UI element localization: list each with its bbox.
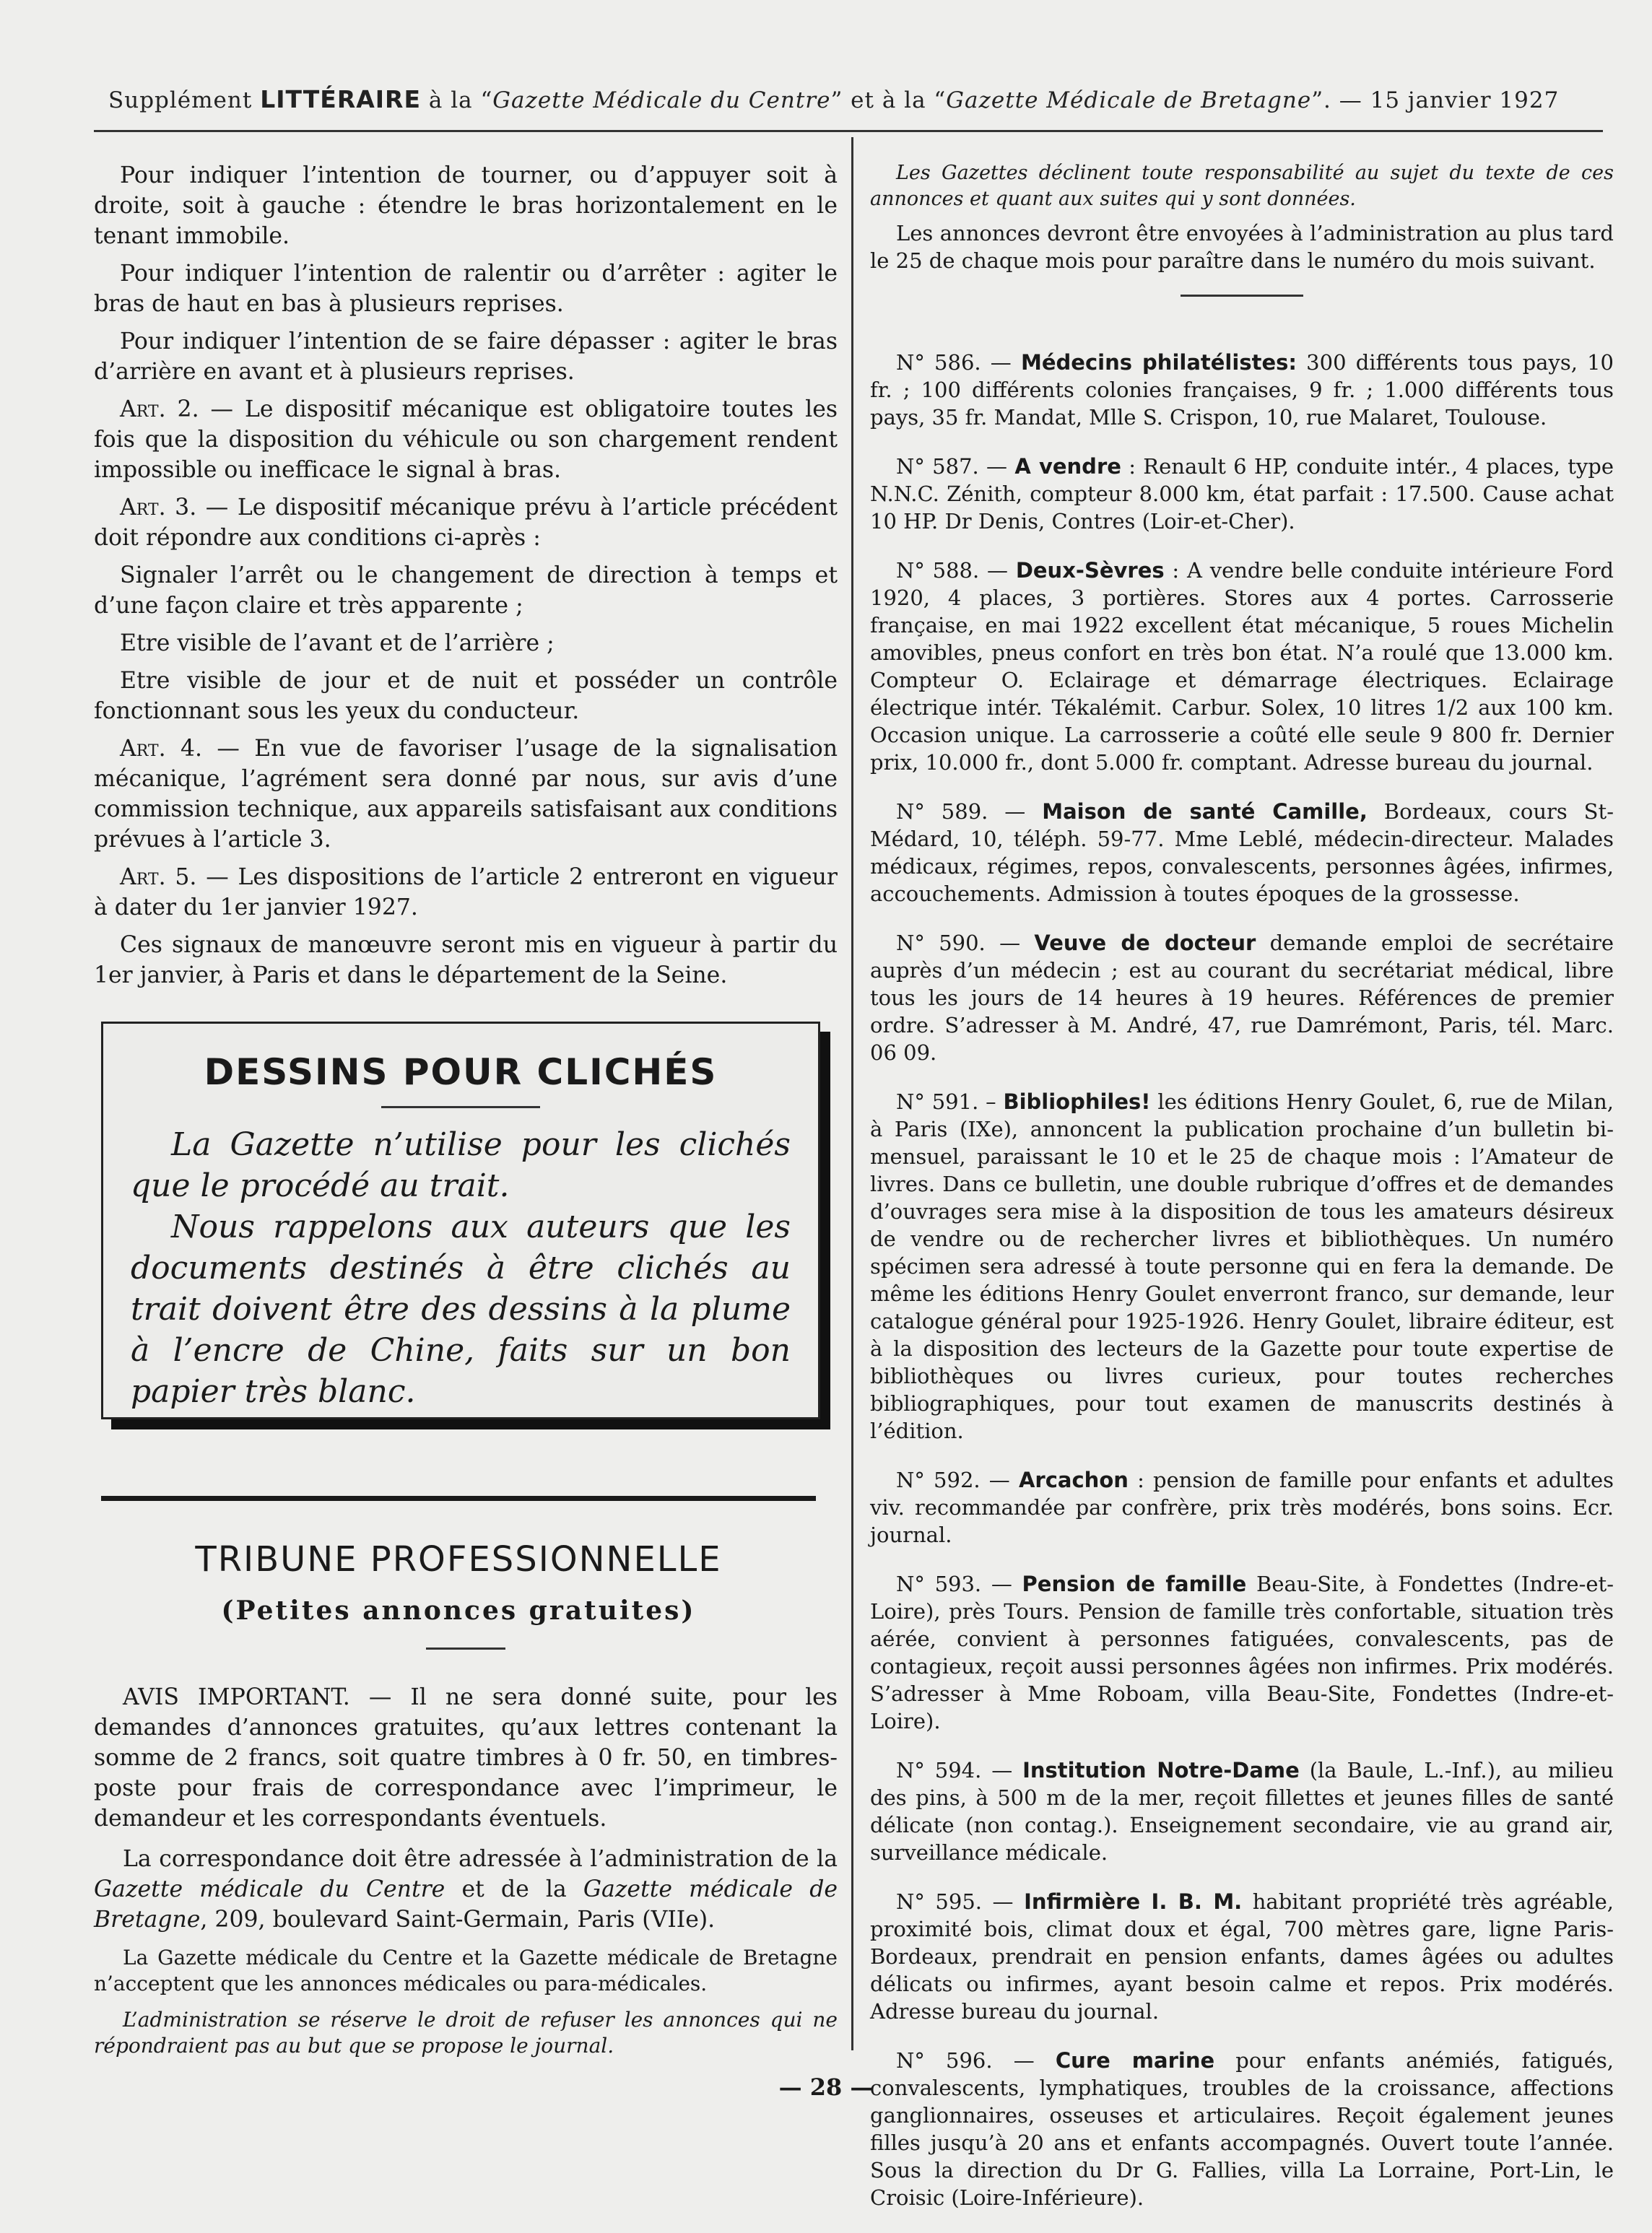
article-label: Art. 2. — [120, 396, 199, 422]
header-date: ”. — 15 janvier 1927 — [1311, 87, 1560, 113]
classified-ad — [870, 557, 1614, 776]
ad-number: N° 587. — — [896, 454, 1015, 479]
disclaimer: Les Gazettes déclinent toute responsabilité au sujet du texte de ces annonces et quant aux suites qui y sont données. — [870, 162, 1614, 210]
ad-text: pour enfants anémiés, fatigués, convalescents, lymphatiques, troubles de la croissance, affections ganglionnaires, osseuses et articulaires. Reçoit également jeunes filles jusqu’à 20 ans et enfants accompagnés. Ouvert toute l’année. Sous la direction du Dr G. Fallies, villa La Lorraine, Port-Lin, le Croisic (Loire-Inférieure). — [870, 2048, 1614, 2210]
ad-heading: Médecins philatélistes: — [1021, 350, 1297, 375]
header-journal-centre: Gazette Médicale du Centre — [492, 87, 831, 113]
text: , 209, boulevard Saint-Germain, Paris (VIIe). — [200, 1907, 716, 1933]
classified-ad — [870, 349, 1614, 431]
running-header — [108, 85, 1601, 113]
ad-number: N° 595. — — [896, 1889, 1025, 1914]
classified-ad — [870, 1888, 1614, 2025]
article-label: Art. 3. — [120, 495, 197, 521]
ads-list — [870, 349, 1614, 2211]
acceptance-note: La Gazette médicale du Centre et la Gazette médicale de Bretagne n’acceptent que les annonces médicales ou para-médicales. — [94, 1946, 838, 1995]
classified-ad — [870, 1466, 1614, 1549]
ad-number: N° 588. — — [896, 558, 1016, 583]
ad-number: N° 592. — — [896, 1468, 1019, 1492]
avis-important — [94, 1682, 838, 1834]
ad-number: N° 589. — — [896, 799, 1043, 824]
classified-ad — [870, 798, 1614, 907]
text: et de la — [445, 1876, 583, 1902]
classified-ad — [870, 1570, 1614, 1735]
ad-number: N° 586. — — [896, 350, 1021, 375]
header-journal-bretagne: Gazette Médicale de Bretagne — [946, 87, 1312, 113]
ad-heading: Veuve de docteur — [1034, 931, 1256, 955]
ad-heading: Cure marine — [1055, 2048, 1215, 2073]
tribune-notices — [94, 1682, 838, 2069]
avis-text: — Il ne sera donné suite, pour les demandes d’annonces gratuites, qu’aux lettres contenant la somme de 2 francs, soit quatre timbres à 0 fr. 50, en timbres-poste pour frais de correspondance avec l’imprimeur, le demandeur et les correspondants éventuels. — [94, 1684, 838, 1832]
ad-number: N° 593. — — [896, 1572, 1022, 1596]
article-label: Art. 5. — [120, 864, 197, 890]
classified-ad — [870, 1757, 1614, 1866]
ad-text: les éditions Henry Goulet, 6, rue de Milan, à Paris (IXe), annoncent la publication prochaine d’un bulletin bi-mensuel, paraissant le 10 et le 25 de chaque mois : l’Amateur de livres. Dans ce bulletin, une double rubrique d’offres et de demandes d’ouvrages sera mise à la disposition de tous les amateurs désireux de vendre ou de rechercher livres et bibliothèques. Un numéro spécimen sera adressé à toute personne qui en fera la demande. De même les éditions Henry Goulet enverront franco, sur demande, leur catalogue général pour 1925-1926. Henry Goulet, libraire éditeur, est à la disposition des lecteurs de la Gazette pour toute expertise de bibliothèques ou livres curieux, pour toutes recherches bibliographiques, pour tout examen de manuscrits destinés à l’édition. — [870, 1089, 1614, 1443]
article-5 — [94, 862, 838, 923]
ad-text: habitant propriété très agréable, proximité bois, climat doux et égal, 700 mètres gare, ligne Paris-Bordeaux, prendrait en pension enfants, dames âgées ou adultes délicats ou infirmes, ayant besoin calme et repos. Prix modérés. Adresse bureau du journal. — [870, 1889, 1614, 2024]
ad-text: : A vendre belle conduite intérieure Ford 1920, 4 places, 3 portières. Stores aux 4 portes. Carrosserie française, en mai 1922 excellent état mécanique, 5 roues Michelin amovibles, pneus confort en très bon état. N’a roulé que 13.000 km. Compteur O. Eclairage et démarrage électriques. Eclairage électrique intér. Tékalémit. Carbur. Solex, 10 litres 1/2 aux 100 km. Occasion unique. La carrosserie a coûté elle seule 9 800 fr. Dernier prix, 10.000 fr., dont 5.000 fr. comptant. Adresse bureau du journal. — [870, 558, 1614, 775]
classified-ad — [870, 929, 1614, 1066]
left-column — [94, 160, 838, 998]
ad-text: : pension de famille pour enfants et adultes viv. recommandée par confrère, prix très modérés, bons soins. Ecr. journal. — [870, 1468, 1614, 1547]
ad-heading: A vendre — [1014, 454, 1121, 479]
dessins-box — [101, 1022, 820, 1419]
ad-text: demande emploi de secrétaire auprès d’un médecin ; est au courant du secrétariat médical, libre tous les jours de 14 heures à 19 heures. Références de premier ordre. S’adresser à M. André, 47, rue Damrémont, Paris, tél. Marc. 06 09. — [870, 931, 1614, 1065]
section-rule — [101, 1496, 816, 1501]
avis-label: AVIS IMPORTANT. — [123, 1684, 350, 1710]
ad-number: N° 594. — — [896, 1758, 1023, 1783]
box-paragraph: La Gazette n’utilise pour les clichés que le procédé au trait. — [131, 1126, 791, 1204]
box-title: DESSINS POUR CLICHÉS — [204, 1051, 718, 1093]
ad-text: Bordeaux, cours St-Médard, 10, téléph. 59-77. Mme Leblé, médecin-directeur. Malades médicaux, régimes, repos, convalescents, personnes âgées, infirmes, accouchements. Admission à toutes époques de la grossesse. — [870, 799, 1614, 906]
header-text: ” et à la “ — [830, 87, 947, 113]
right-column — [870, 160, 1614, 2233]
ad-number: N° 590. — — [896, 931, 1035, 955]
classified-ad — [870, 453, 1614, 535]
article-2 — [94, 394, 838, 485]
classified-ad — [870, 1088, 1614, 1445]
article-text: — Le dispositif mécanique est obligatoire toutes les fois que la disposition du véhicule ou son chargement rendent impossible ou inefficace le signal à bras. — [94, 396, 838, 483]
tribune-subtitle: (Petites annonces gratuites) — [221, 1596, 696, 1626]
ad-heading: Maison de santé Camille, — [1042, 799, 1368, 824]
paragraph: Etre visible de l’avant et de l’arrière ; — [120, 630, 555, 656]
ad-heading: Arcachon — [1018, 1468, 1129, 1492]
header-rule — [94, 130, 1603, 132]
ad-text: 300 différents tous pays, 10 fr. ; 100 différents colonies françaises, 9 fr. ; 1.000 différents tous pays, 35 fr. Mandat, Mlle S. Crispon, 10, rue Malaret, Toulouse. — [870, 350, 1614, 430]
paragraph: Pour indiquer l’intention de se faire dépasser : agiter le bras d’arrière en avant et à plusieurs reprises. — [94, 328, 838, 385]
article-text: — Le dispositif mécanique prévu à l’article précédent doit répondre aux conditions ci-après : — [94, 495, 838, 551]
paragraph: Etre visible de jour et de nuit et posséder un contrôle fonctionnant sous les yeux du conducteur. — [94, 668, 838, 724]
article-3 — [94, 492, 838, 553]
ad-heading: Pension de famille — [1022, 1572, 1247, 1596]
box-separator — [381, 1106, 540, 1108]
ad-number: N° 591. – — [896, 1089, 1004, 1114]
header-supplement: Supplément — [108, 87, 253, 113]
box-paragraph: Nous rappelons aux auteurs que les documents destinés à être clichés au trait doivent être des dessins à la plume à l’encre de Chine, faits sur un bon papier très blanc. — [131, 1209, 791, 1410]
ad-heading: Deux-Sèvres — [1015, 558, 1165, 583]
submission-notice: Les annonces devront être envoyées à l’administration au plus tard le 25 de chaque mois pour paraître dans le numéro du mois suivant. — [870, 221, 1614, 273]
tribune-title: TRIBUNE PROFESSIONNELLE — [195, 1539, 722, 1580]
journal-name: Gazette médicale de Bretagne — [94, 1876, 838, 1933]
refusal-note: L’administration se réserve le droit de refuser les annonces qui ne répondraient pas au but que se propose le journal. — [94, 2008, 838, 2058]
page-number: — 28 — — [778, 2073, 874, 2101]
header-litteraire: LITTÉRAIRE — [260, 85, 421, 113]
ad-text: Beau-Site, à Fondettes (Indre-et-Loire), près Tours. Pension de famille très confortable, situation très aérée, convient à personnes fatiguées, convalescents, pas de contagieux, reçoit aussi personnes âgées non infirmes. Prix modérés. S’adresser à Mme Roboam, villa Beau-Site, Fondettes (Indre-et-Loire). — [870, 1572, 1614, 1733]
text: La correspondance doit être adressée à l’administration de la — [123, 1846, 838, 1872]
short-rule — [1181, 295, 1303, 297]
article-text: — Les dispositions de l’article 2 entreront en vigueur à dater du 1er janvier 1927. — [94, 864, 838, 920]
article-4 — [94, 734, 838, 855]
ad-heading: Institution Notre-Dame — [1022, 1758, 1300, 1783]
paragraph: Ces signaux de manœuvre seront mis en vigueur à partir du 1er janvier, à Paris et dans le département de la Seine. — [94, 932, 838, 988]
article-text: — En vue de favoriser l’usage de la signalisation mécanique, l’agrément sera donné par nous, sur avis d’une commission technique, aux appareils satisfaisant aux conditions prévues à l’article 3. — [94, 736, 838, 853]
ad-heading: Infirmière I. B. M. — [1024, 1889, 1243, 1914]
paragraph: Pour indiquer l’intention de tourner, ou d’appuyer soit à droite, soit à gauche : étendre le bras horizontalement en le tenant immobile. — [94, 162, 838, 249]
ad-number: N° 596. — — [896, 2048, 1056, 2073]
column-divider — [851, 137, 853, 2050]
journal-name: Gazette médicale du Centre — [94, 1876, 445, 1902]
ad-text: : Renault 6 HP, conduite intér., 4 places, type N.N.C. Zénith, compteur 8.000 km, état parfait : 17.500. Cause achat 10 HP. Dr Denis, Contres (Loir-et-Cher). — [870, 454, 1614, 534]
paragraph: Pour indiquer l’intention de ralentir ou d’arrêter : agiter le bras de haut en bas à plusieurs reprises. — [94, 261, 838, 317]
header-text: à la “ — [428, 87, 493, 113]
paragraph: Signaler l’arrêt ou le changement de direction à temps et d’une façon claire et très apparente ; — [94, 562, 838, 619]
ad-text: (la Baule, L.-Inf.), au milieu des pins, à 500 m de la mer, reçoit fillettes et jeunes filles de santé délicate (non contag.). Enseignement secondaire, vie au grand air, surveillance médicale. — [870, 1758, 1614, 1865]
tribune-separator — [426, 1647, 505, 1650]
classified-ad — [870, 2047, 1614, 2211]
box-text — [103, 1124, 818, 1412]
ad-heading: Bibliophiles! — [1003, 1089, 1151, 1114]
article-label: Art. 4. — [120, 736, 203, 762]
correspondence-notice — [94, 1844, 838, 1935]
